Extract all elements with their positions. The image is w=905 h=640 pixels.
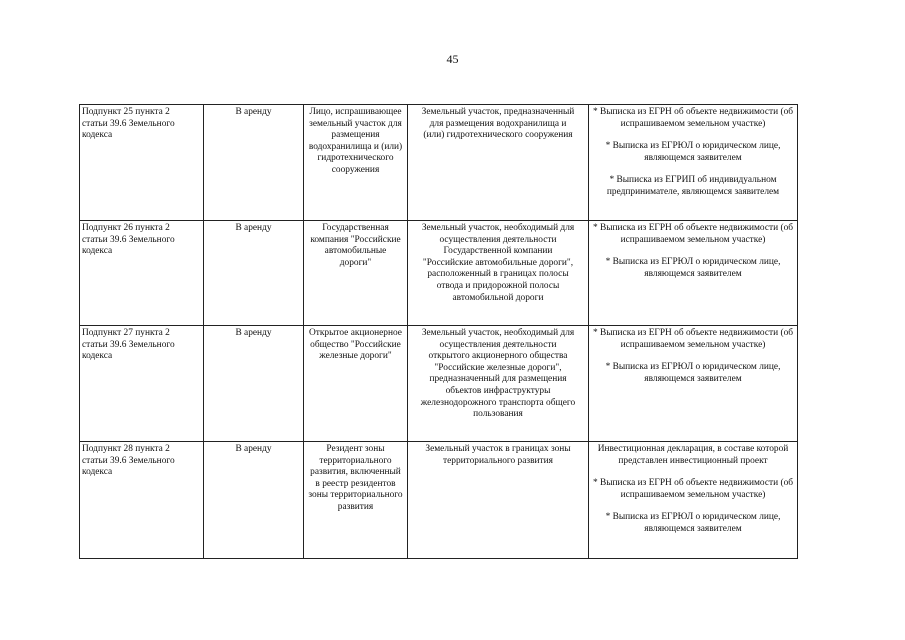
basis-text-line: Подпункт 26 пункта 2 [82,223,170,233]
type-text-line: В аренду [235,223,272,233]
type-text-line: В аренду [235,328,272,338]
land-text-line: отвода и придорожной полосы [436,280,560,291]
page-number: 45 [446,52,459,66]
basis-text-line: кодекса [82,130,113,141]
document-text-line: * Выписка из ЕГРН об объекте недвижимости (об [592,478,794,489]
applicant-text-line: Резидент зоны [326,444,385,454]
cell-land [408,442,589,559]
document-text-line: * Выписка из ЕГРЮЛ о юридическом лице, [605,257,781,268]
land-text-line: открытого акционерного общества [428,351,568,362]
required-document-item [591,175,795,198]
document-text-line: * Выписка из ЕГРН об объекте недвижимости (об [592,328,794,338]
applicant-text-line: развития, включенный [310,467,401,478]
required-document-item [591,444,795,467]
land-text-line: территориального развития [443,455,553,466]
land-text-line: Земельный участок в границах зоны [425,444,571,454]
cell-applicant [304,221,408,326]
document-text-line: представлен инвестиционный проект [618,455,768,466]
cell-basis [80,442,204,559]
basis-text-line: кодекса [82,351,113,362]
cell-type [204,221,304,326]
cell-applicant [304,442,408,559]
land-text-line: осуществления деятельности [439,234,557,245]
document-text-line: * Выписка из ЕГРИП об индивидуальном [609,175,777,186]
cell-type [204,442,304,559]
document-text-line: * Выписка из ЕГРН об объекте недвижимости (об [592,107,794,117]
required-document-item [591,512,795,535]
required-document-item [591,257,795,280]
applicant-text-line: сооружения [331,164,380,175]
document-text-line: испрашиваемом земельном участке) [620,118,766,129]
land-text-line: объектов инфраструктуры [445,385,551,396]
applicant-text-line: водохранилища и (или) [308,141,403,152]
applicant-text-line: дороги" [339,257,372,268]
cell-docs [589,326,798,442]
required-document-item [591,107,795,130]
cell-applicant [304,105,408,221]
document-text-line: являющемся заявителем [644,152,742,163]
table-row [80,326,798,442]
land-text-line: осуществления деятельности [439,339,557,350]
cell-type [204,326,304,442]
cell-type [204,105,304,221]
document-text-line: предпринимателе, являющемся заявителем [606,186,780,197]
applicant-text-line: гидротехнического [317,153,394,164]
land-text-line: предназначенный для размещения [429,374,567,385]
basis-text-line: кодекса [82,246,113,257]
required-document-item [591,328,795,351]
land-text-line: для размещения водохранилища и [429,118,567,129]
table-row [80,221,798,326]
applicant-text-line: в реестр резидентов [315,478,396,489]
required-document-item [591,223,795,246]
table-row [80,442,798,559]
applicant-text-line: автомобильные [324,246,387,257]
table-row [80,105,798,221]
applicant-text-line: земельный участок для [309,118,402,129]
cell-land [408,221,589,326]
type-text-line: В аренду [235,107,272,117]
cell-basis [80,105,204,221]
applicant-text-line: размещения [331,130,380,141]
document-text-line: * Выписка из ЕГРЮЛ о юридическом лице, [605,362,781,373]
basis-text-line: кодекса [82,467,113,478]
land-text-line: (или) гидротехнического сооружения [423,130,573,141]
land-text-line: Земельный участок, необходимый для [421,223,575,233]
document-text-line: испрашиваемом земельном участке) [620,489,766,500]
applicant-text-line: развития [337,501,374,512]
cell-land [408,105,589,221]
land-text-line: "Российские железные дороги", [434,362,562,373]
land-text-line: Земельный участок, необходимый для [421,328,575,338]
document-text-line: являющемся заявителем [644,373,742,384]
basis-text-line: статьи 39.6 Земельного [82,455,175,466]
document-text-line: испрашиваемом земельном участке) [620,339,766,350]
applicant-text-line: общество "Российские [310,339,401,350]
applicant-text-line: Открытое акционерное [309,328,402,338]
land-text-line: расположенный в границах полосы [427,269,569,280]
applicant-text-line: железные дороги" [319,351,392,362]
cell-applicant [304,326,408,442]
applicant-text-line: компания "Российские [310,234,401,245]
cell-docs [589,221,798,326]
cell-docs [589,442,798,559]
applicant-text-line: Лицо, испрашивающее [309,107,402,117]
basis-text-line: статьи 39.6 Земельного [82,234,175,245]
basis-text-line: Подпункт 28 пункта 2 [82,444,170,454]
basis-text-line: статьи 39.6 Земельного [82,118,175,129]
applicant-text-line: Государственная [322,223,389,233]
required-document-item [591,141,795,164]
required-document-item [591,478,795,501]
document-text-line: * Выписка из ЕГРЮЛ о юридическом лице, [605,141,781,152]
land-text-line: железнодорожного транспорта общего [420,397,576,408]
type-text-line: В аренду [235,444,272,454]
land-text-line: пользования [473,409,523,420]
cell-land [408,326,589,442]
land-text-line: автомобильной дороги [452,292,544,303]
basis-text-line: Подпункт 25 пункта 2 [82,107,170,117]
land-text-line: Земельный участок, предназначенный [421,107,575,117]
land-documents-table [79,104,798,559]
cell-docs [589,105,798,221]
required-document-item [591,362,795,385]
land-text-line: "Российские автомобильные дороги", [422,257,574,268]
cell-basis [80,326,204,442]
document-text-line: Инвестиционная декларация, в составе которой [597,444,789,454]
applicant-text-line: зоны территориального [308,490,403,501]
land-text-line: Государственной компании [443,246,553,257]
cell-basis [80,221,204,326]
document-text-line: * Выписка из ЕГРЮЛ о юридическом лице, [605,512,781,523]
document-text-line: являющемся заявителем [644,268,742,279]
basis-text-line: статьи 39.6 Земельного [82,339,175,350]
document-text-line: испрашиваемом земельном участке) [620,234,766,245]
applicant-text-line: территориального [319,455,392,466]
basis-text-line: Подпункт 27 пункта 2 [82,328,170,338]
document-text-line: являющемся заявителем [644,523,742,534]
document-text-line: * Выписка из ЕГРН об объекте недвижимости (об [592,223,794,233]
